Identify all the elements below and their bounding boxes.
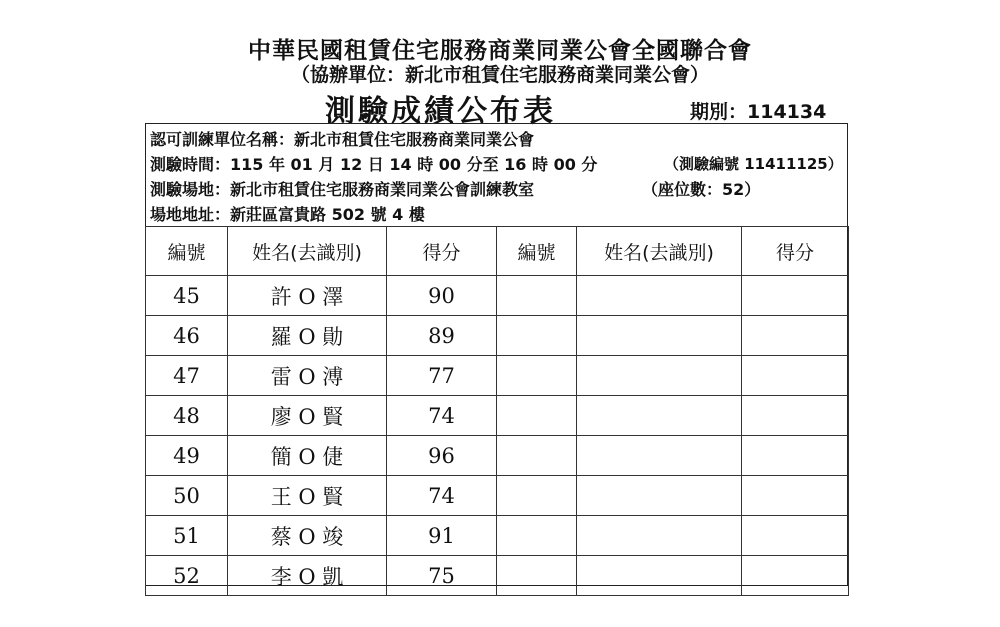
training-unit: 認可訓練單位名稱：新北市租賃住宅服務商業同業公會 (150, 130, 535, 149)
row-name: 廖 O 賢 (228, 396, 387, 436)
header-score-2: 得分 (742, 227, 849, 276)
empty-cell (577, 316, 742, 356)
table-header-row (146, 227, 849, 276)
row-name: 李 O 凱 (228, 556, 387, 596)
row-name: 羅 O 勛 (228, 316, 387, 356)
table-row (146, 356, 849, 396)
row-number: 45 (146, 276, 228, 316)
empty-cell (742, 556, 849, 596)
empty-cell (742, 436, 849, 476)
empty-cell (577, 556, 742, 596)
header-number: 編號 (146, 227, 228, 276)
empty-cell (497, 436, 577, 476)
exam-time: 測驗時間：115 年 01 月 12 日 14 時 00 分至 16 時 00 分 (150, 155, 598, 174)
row-number: 48 (146, 396, 228, 436)
header-number-2: 編號 (497, 227, 577, 276)
table-row (146, 316, 849, 356)
table-row (146, 436, 849, 476)
empty-cell (497, 556, 577, 596)
row-number: 52 (146, 556, 228, 596)
exam-number: （測驗編號 11411125） (664, 155, 843, 173)
empty-cell (742, 396, 849, 436)
page-title: 測驗成績公布表 (325, 94, 556, 129)
empty-cell (497, 276, 577, 316)
empty-cell (742, 316, 849, 356)
row-name: 雷 O 溥 (228, 356, 387, 396)
row-score: 75 (387, 556, 497, 596)
header-name-2: 姓名(去識別) (577, 227, 742, 276)
row-number: 51 (146, 516, 228, 556)
period-label: 期別：114134 (690, 101, 827, 123)
empty-cell (497, 316, 577, 356)
empty-cell (742, 476, 849, 516)
organization-name: 中華民國租賃住宅服務商業同業公會全國聯合會 (248, 38, 752, 64)
empty-cell (577, 356, 742, 396)
empty-cell (742, 516, 849, 556)
table-row (146, 276, 849, 316)
table-row (146, 556, 849, 596)
row-number: 49 (146, 436, 228, 476)
co-organizer: （協辦單位：新北市租賃住宅服務商業同業公會） (290, 64, 709, 86)
empty-cell (497, 516, 577, 556)
header-name: 姓名(去識別) (228, 227, 387, 276)
seat-count: （座位數：52） (642, 180, 761, 199)
table-row (146, 516, 849, 556)
row-score: 91 (387, 516, 497, 556)
exam-venue: 測驗場地：新北市租賃住宅服務商業同業公會訓練教室 (150, 180, 535, 199)
header-score: 得分 (387, 227, 497, 276)
row-name: 簡 O 倢 (228, 436, 387, 476)
empty-cell (577, 516, 742, 556)
empty-cell (497, 356, 577, 396)
scores-table (145, 226, 849, 596)
row-number: 50 (146, 476, 228, 516)
empty-cell (497, 476, 577, 516)
empty-cell (577, 396, 742, 436)
table-row (146, 396, 849, 436)
row-score: 90 (387, 276, 497, 316)
table-row (146, 476, 849, 516)
row-score: 89 (387, 316, 497, 356)
row-name: 王 O 賢 (228, 476, 387, 516)
empty-cell (742, 276, 849, 316)
empty-cell (577, 276, 742, 316)
empty-cell (577, 436, 742, 476)
row-score: 77 (387, 356, 497, 396)
empty-cell (497, 396, 577, 436)
row-score: 74 (387, 476, 497, 516)
row-number: 46 (146, 316, 228, 356)
empty-cell (742, 356, 849, 396)
empty-cell (577, 476, 742, 516)
row-score: 96 (387, 436, 497, 476)
row-score: 74 (387, 396, 497, 436)
venue-address: 場地地址：新莊區富貴路 502 號 4 樓 (150, 205, 425, 224)
row-name: 許 O 澤 (228, 276, 387, 316)
row-name: 蔡 O 竣 (228, 516, 387, 556)
row-number: 47 (146, 356, 228, 396)
